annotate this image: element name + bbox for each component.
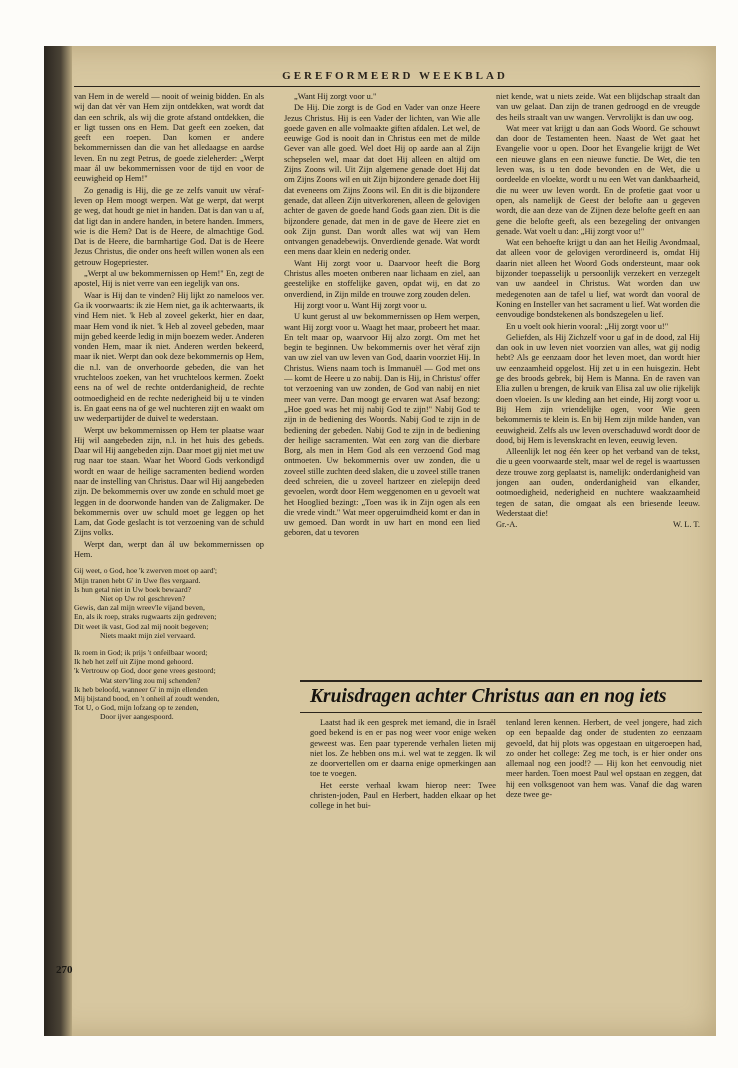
running-title: GEREFORMEERD WEEKBLAD (282, 70, 508, 82)
signature-initials: W. L. T. (672, 520, 700, 530)
poem-line: Gij weet, o God, hoe 'k zwerven moet op aard'; (74, 566, 217, 576)
page-number: 270 (56, 964, 73, 976)
paragraph: Wat meer vat krijgt u dan aan Gods Woord. Ge schouwt dan door de Testamenten heen. Naast de Wet gaat het Evangelie voor u open. Door het Evangelie krijgt de Wet een nieuwe glans en een nieuwe functie. De Wet, die ten leven was, is u ten dode bevonden en de Wet, die u oordeelde en vloekte, wordt u nu een Wet van dankbaarheid, die nu weer uw leven wordt. En de profetie gaat voor u open, als namelijk de Geest der belofte aan u gegeven wordt, die aan deze van de Zijnen deze belofte geeft en aan gene die belofte geeft, als een bezegeling der ontvangen genade. Wat voelt u dan: „Hij zorgt voor u!" (496, 123, 700, 236)
poem-line: Tot U, o God, mijn lofzang op te zenden, (74, 703, 199, 713)
headline-rule (300, 712, 702, 713)
poem-line: Mij bijstand bood, en 't onheil af zoudt wenden, (74, 694, 220, 703)
paragraph: tenland leren kennen. Herbert, de veel jongere, had zich op een bepaalde dag onder de studenten zo eenzaam gevoeld, dat hij plots was opgestaan en uitgeroepen had, zo onder het college: Zeg me toch, is er hier onder ons allemaal nog een jood!? — Hij kon het eenvoudig niet meer harden. Toen moest Paul wel opstaan en zeggen, dat hij een volksgenoot van hem was. Vanaf die dag waren deze twee ge- (506, 718, 702, 800)
poem-line: 'k Vertrouw op God, door gene vrees gestoord; (74, 666, 216, 676)
paragraph: Het eerste verhaal kwam hierop neer: Twee christen-joden, Paul en Herbert, hadden elkaar op het college in het bui- (310, 780, 496, 811)
paragraph: Laatst had ik een gesprek met iemand, die in Israël goed bekend is en er pas nog weer voor enige weken geweest was. Een paar typerende verhalen lieten mij niet los. Ze hebben ons m.i. wel wat te zeggen. Ik wil ze doorvertellen om er daarna enige opmerkingen aan toe te voegen. (310, 718, 496, 779)
paragraph: Wat een behoefte krijgt u dan aan het Heilig Avondmaal, dat alleen voor de gelovigen verordineerd is, omdat Hij daarin niet alleen het Woord Gods ondersteunt, maar ook bijzonder toepasselijk u persoonlijk verzekert en verzegelt van uw aandeel in Christus. Wat worden dan uw medegenoten aan de tafel u lief, wat wordt dan vooral de Koning en Insteller van het sacrament u lief. Wat worden die eenvoudige bondstekenen als bondszegelen u lief. (496, 238, 700, 320)
paragraph: Hij zorgt voor u. Want Hij zorgt voor u. (294, 300, 427, 310)
paragraph: Waar is Hij dan te vinden? Hij lijkt zo nameloos ver. Ga ik voorwaarts: ik zie Hem niet, ga ik achterwaarts, ik vind Hem niet. 'k Heb al zoveel gekerkt, hier en daar, maar Hem vond ik niet. 'k Heb al zoveel gebeden, maar mijn gebed keerde ledig in mijn boezem weder. Anderen vonden Hem, maar ik niet. Anderen werden bekeerd, maar ik niet. Werpt dan ook deze bekommernis op Hem, die n.l. van de onverhoorde gebeden, die van het vruchteloos zoeken, van het vruchteloos kermen. Zoekt eens na of wel de rechte ontderdanigheid, de rechte ootmoedigheid en de rechte nederigheid bij u te vinden is. En gaat eens na of ge wel nuchteren zijt en waakt om uw wederpartijder de duivel te wederstaan. (74, 290, 264, 424)
poem-line: Niet op Uw rol geschreven? (100, 593, 186, 603)
paragraph: Werpt dan, werpt dan ál uw bekommernissen op Hem. (74, 539, 264, 560)
article-divider (300, 680, 702, 682)
book-spine (44, 46, 72, 1036)
paragraph: En u voelt ook hierin vooral: „Hij zorgt voor u!" (506, 321, 669, 331)
poem-line: Niets maakt mijn ziel vervaard. (100, 630, 196, 640)
psalm-verse (74, 566, 264, 721)
article-headline: Kruisdragen achter Christus aan en nog iets (310, 686, 667, 707)
poem-line: Is hun getal niet in Uw boek bewaard? (74, 584, 192, 594)
article2-column-right (506, 718, 702, 954)
poem-line: Gewis, dan zal mijn wreev'le vijand beven, (74, 603, 205, 613)
paragraph: Zo genadig is Hij, die ge ze zelfs vanuit uw vèraf-leven op Hem moogt werpen. Wat ge werpt, dat werpt ge weg, dat houdt ge niet in handen. Dat is dan van u af, dat ligt dan in andere handen, in betere handen. Immers, wie is die Hem? Dat is de Heere, de almachtige God. Dat is de Heere, die barmhartige God. Dat is de Heere Jezus Christus, die onder ons heeft willen wonen als een getrouw Hogepriester. (74, 185, 264, 267)
paragraph: niet kende, wat u niets zeide. Wat een blijdschap straalt dan van uw gelaat. Dan zijn de tranen gedroogd en de vreugde des heils straalt van uw wangen. Vervrolijkt is dan uw oog. (496, 92, 700, 122)
paragraph: van Hem in de wereld — nooit of weinig bidden. En als wij dan dat vèr van Hem zijn ontdekken, wat wordt dat dan een schrik, als wij die grote afstand ontdekken, die er ligt tussen ons en Hem. Dat geeft een zoeken, dat geeft een roepen. Dan komen er andere bekommernissen dan die van het alledaagse en aardse leven. En nu zegt Petrus, de goede zieleherder: „Werpt maar ál uw bekommernissen voor de tijd en voor de eeuwigheid op Hem!" (74, 92, 264, 184)
paragraph: Werpt uw bekommernissen op Hem ter plaatse waar Hij wil aangebeden zijn, n.l. in het huis des gebeds. Daar wil Hij aangebeden zijn. Daar moet gij niet met uw rug naar toe staan. Waar het Woord Gods verkondigd wordt en waar de heilige sacramenten bediend worden naar de instelling van Christus. Daar wil Hij aangebeden zijn. De bekommernis over uw zonde en schuld moet ge leggen in de doorwonde handen van de Zaligmaker. De bekommernis over uw schuld moet ge leggen op het Lam, dat Gode geslacht is tot verzoening van de schuld Zijns volks. (74, 425, 264, 538)
paragraph: De Hij. Die zorgt is de God en Vader van onze Heere Jezus Christus. Hij is een Vader der lichten, van Wie alle goede gaven en alle volmaakte giften afdalen. Let wel, de eeuwige God is nooit dan in Christus een met de milde Gever van alle goed. Wel doet Hij op aarde aan al Zijn schepselen wel, maar dat doet Hij alleen en altijd om Zijns Zoons wil. Uit Zijn algemene genade doet Hij dat om Zijns Zoons wil en uit Zijn bijzondere genade doet Hij dat eveneens om Zijns Zoons wil. En dit is die bijzondere genade, dat alleen Zijn uitverkorenen, alleen de gelovigen achter de gaven de goede hand Gods gaan zien. Dit is die bijzondere genade, dat men in de gave de Heere ziet en ook Zijn gunst. Dan wordt alles wat wij van Hem ontvangen genadebewijs. Onverdiende genade. Wat wordt een mens daar klein en nederig onder. (284, 103, 480, 257)
column-3 (496, 92, 700, 682)
header-rule (74, 86, 700, 87)
column-2 (284, 92, 480, 682)
paragraph: Alleenlijk let nog één keer op het verband van de tekst, die u geen voorwaarde stelt, maar wel de regel is waartussen deze trouwe zorg geplaatst is, namelijk: onderdanigheid van jongen aan ouden, onderdanigheid van elkander, ootmoedigheid, nederigheid en nuchtere waakzaamheid tegen de satan, die omgaat als een briesende leeuw. Wederstaat die! (496, 447, 700, 518)
poem-line: Mijn tranen hebt G' in Uwe fles vergaard. (74, 575, 201, 585)
poem-line: Wat sterv'ling zou mij schenden? (100, 675, 201, 685)
paragraph: Want Hij zorgt voor u. Daarvoor heeft die Borg Christus alles moeten ontberen naar lichaam en ziel, aan geestelijke en stoffelijke gaven, opdat wij, en dat zo onverdiend, in Zijn milde en trouwe zorg zouden delen. (284, 258, 480, 299)
signature-line (496, 520, 700, 530)
poem-line: Ik roem in God; ik prijs 't onfeilbaar woord; (74, 647, 208, 657)
stanza-gap (74, 640, 264, 648)
paragraph: Geliefden, als Hij Zichzelf voor u gaf in de dood, zal Hij dan ook in uw leven niet voorzien van alles, wat gij nodig hebt? Als ge eenzaam door het leven moet, dan wordt hier uw eenzaamheid opgelost. Hij zet u in een huisgezin. Hebt ge des broods gebrek, bij Hem is Manna. En de raven van Elia zullen u brengen, de kruik van Elisa zal uw olie rijkelijk doen vloeien. Is uw kleding aan het einde, Hij zorgt voor u. Bij Hem zijn vriendelijke ogen, voor Wie geen bekommernis te klein is. En bij Hem zijn milde handen, van eeuwigheid. Zelfs als uw leven overschaduwd wordt door de dood, bij Hem is levenskracht en leven, eeuwig leven. (496, 332, 700, 445)
poem-line: En, als ik roep, straks rugwaarts zijn gedreven; (74, 612, 217, 622)
paragraph: „Werpt al uw bekommernissen op Hem!" En, zegt de apostel, Hij is niet verre van een iegelijk van ons. (74, 269, 264, 289)
column-1 (74, 92, 264, 952)
article2-column-left (310, 718, 496, 954)
paragraph: U kunt gerust al uw bekommernissen op Hem werpen, want Hij zorgt voor u. Waagt het maar, probeert het maar. En telt maar op, waarvoor Hij alzo zorgt. Om met het begin te beginnen. Uw bekommernis over het vèraf zijn van uw ziel van uw leven van God, daarin voorziet Hij. In Christus. Wiens naam toch is Immanuël — God met ons — komt de Heere u zo nabij. Dan is Hij, in Christus' offer tot verzoening van uw zonden, de God van nabij en niet meer van verre. Dan moogt ge ervaren wat Asaf bezong: „Hoe goed was het mij nabij God te zijn!" Nabij God te zijn in de bediening des Woords. Nabij God te zijn in de bediening der gebeden. Nabij God te zijn in de bediening der heilige sacramenten. Wat een zorg van die dierbare Borg, als men in Hem God als een verzoend God mag ontmoeten. Uw bekommernis over uw zonden, die u zoveel stille zuchten deed slaken, die u zoveel stille tranen deed schreien, die u zoveel hartzeer en zielepijn deed gevoelen, wordt door Hem weggenomen en u gevoelt wat het Hooglied bezingt: „Toen was ik in Zijn ogen als een die vrede vindt." Wat meer opgeruimdheid komt er dan in uw gemoed. Dan wordt in uw hart en mond een lied geboren, dat u tevoren (284, 312, 480, 538)
poem-line: Door ijver aangespoord. (100, 712, 174, 722)
poem-line: Dit weet ik vast, God zal mij nooit begeven; (74, 621, 209, 631)
poem-line: Ik heb beloofd, wanneer G' in mijn ellenden (74, 684, 208, 694)
poem-line: Ik heb het zelf uit Zijne mond gehoord. (74, 657, 194, 667)
signature-place: Gr.-A. (496, 520, 518, 530)
paragraph: „Want Hij zorgt voor u." (294, 92, 377, 101)
